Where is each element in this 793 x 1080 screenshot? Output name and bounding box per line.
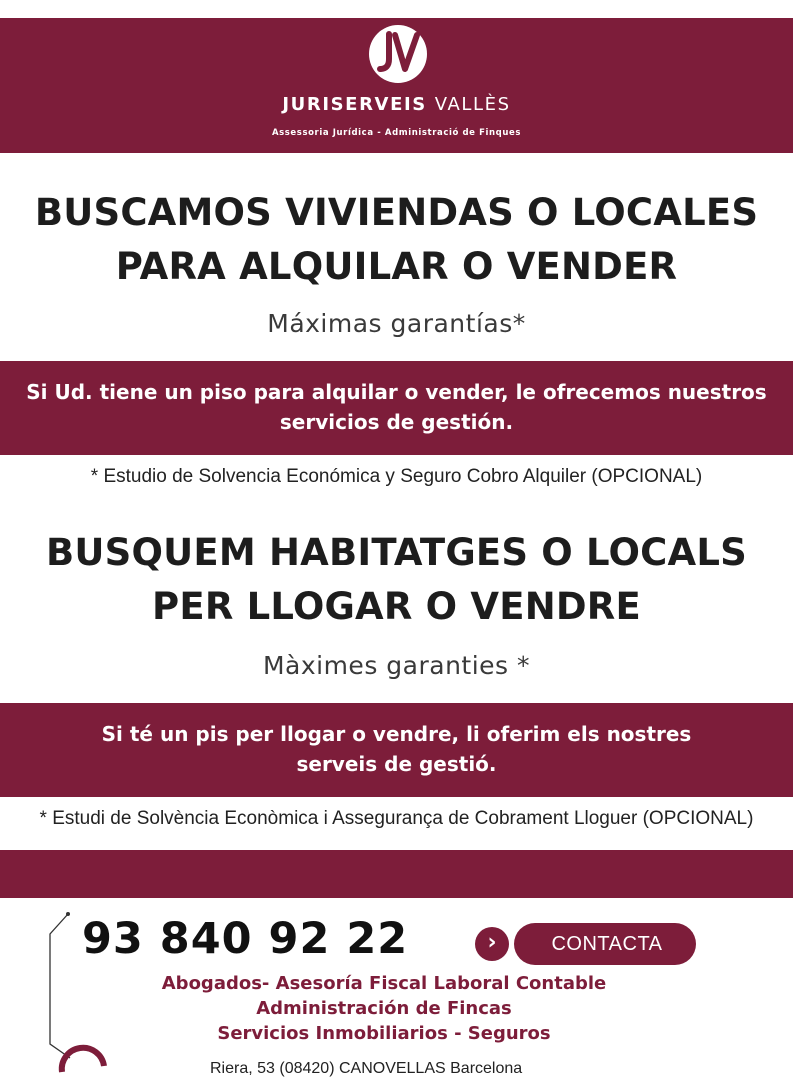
jv-logo — [369, 25, 427, 83]
spanish-headline — [0, 186, 793, 294]
catalan-offer-line-1: Si té un pis per llogar o vendre, li oferim els nostres — [101, 722, 692, 746]
services-line-2: Administración de Fincas — [256, 998, 512, 1019]
catalan-headline — [0, 526, 793, 634]
catalan-offer-band — [0, 703, 793, 797]
spanish-headline-line-1: BUSCAMOS VIVIENDAS O LOCALES — [34, 191, 759, 234]
header-banner — [0, 18, 793, 153]
spanish-offer-line-2: servicios de gestión. — [279, 410, 514, 434]
spanish-offer-band — [0, 361, 793, 455]
catalan-headline-line-1: BUSQUEM HABITATGES O LOCALS — [46, 531, 747, 574]
brand-name-light: VALLÈS — [434, 94, 511, 115]
brand-name-bold: JURISERVEIS — [282, 94, 427, 115]
top-strip — [0, 0, 793, 18]
services-line-1: Abogados- Asesoría Fiscal Laboral Contable — [161, 973, 607, 994]
catalan-note: * Estudi de Solvència Econòmica i Assegurança de Cobrament Lloguer (OPCIONAL) — [39, 808, 754, 829]
catalan-offer-line-2: serveis de gestió. — [296, 752, 497, 776]
brand-tagline: Assessoria Jurídica - Administració de Finques — [271, 128, 522, 138]
chevron-right-icon[interactable]: › — [475, 927, 509, 961]
brand-name — [0, 94, 793, 115]
contact-button[interactable]: CONTACTA — [514, 923, 696, 965]
services-line-3: Servicios Inmobiliarios - Seguros — [217, 1023, 551, 1044]
spanish-subline: Máximas garantías* — [267, 309, 526, 338]
catalan-subline: Màximes garanties * — [262, 651, 531, 680]
catalan-headline-line-2: PER LLOGAR O VENDRE — [152, 585, 641, 628]
phone-number[interactable]: 93 840 92 22 — [82, 914, 409, 964]
address: Riera, 53 (08420) CANOVELLAS Barcelona — [210, 1060, 523, 1077]
spanish-offer-line-1: Si Ud. tiene un piso para alquilar o vender, le ofrecemos nuestros — [26, 380, 767, 404]
spanish-headline-line-2: PARA ALQUILAR O VENDER — [115, 245, 678, 288]
jv-logo-mark — [369, 25, 427, 83]
footer-divider-band — [0, 850, 793, 898]
spanish-note: * Estudio de Solvencia Económica y Seguro Cobro Alquiler (OPCIONAL) — [90, 466, 703, 487]
